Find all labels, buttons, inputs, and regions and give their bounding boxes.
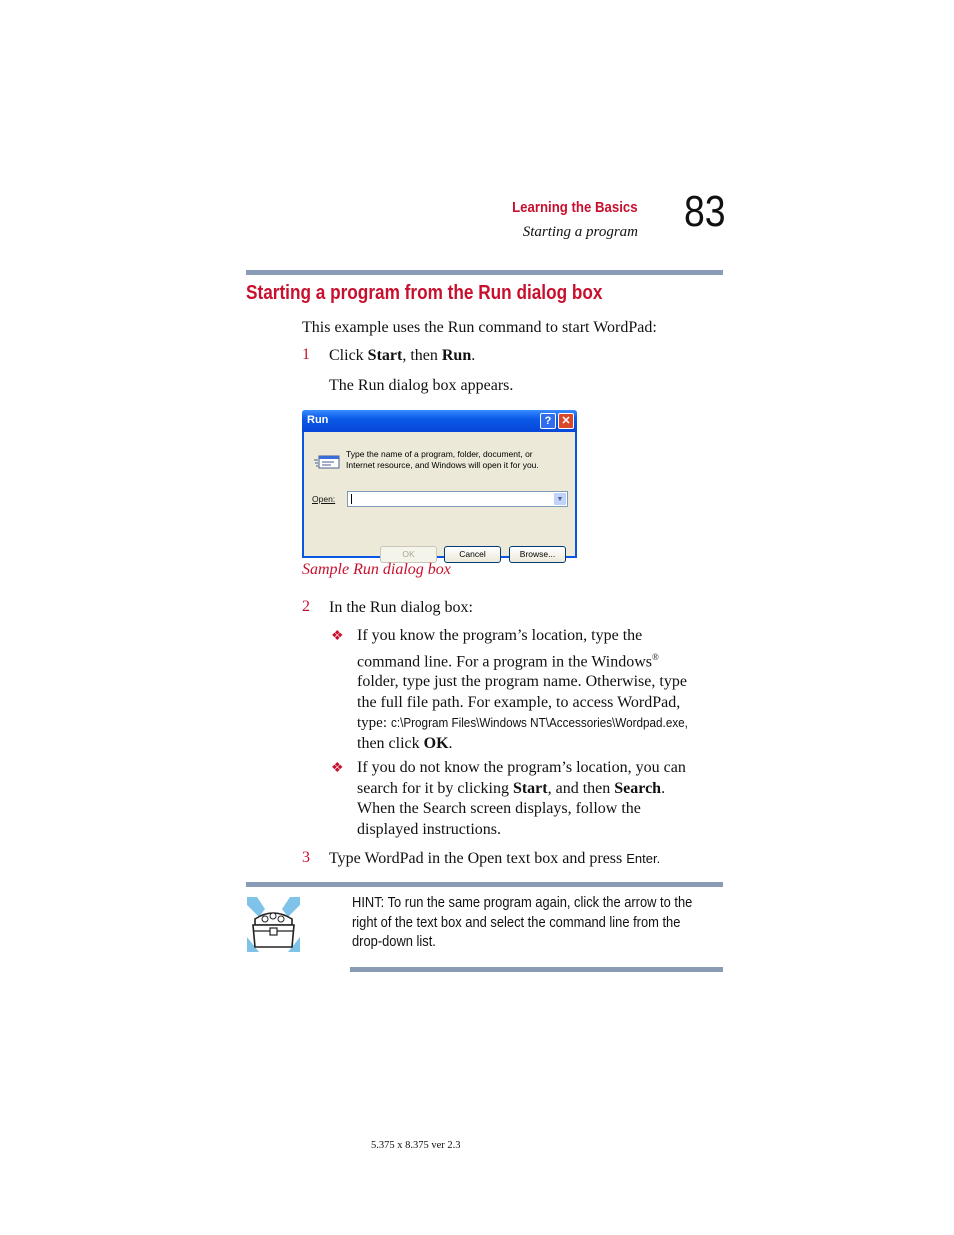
bullet-2-icon: ❖ (331, 761, 344, 776)
intro-paragraph: This example uses the Run command to start WordPad: (302, 319, 657, 336)
dialog-description-line-1: Type the name of a program, folder, document, or (346, 449, 533, 459)
cancel-button[interactable]: Cancel (444, 546, 501, 563)
step-1-pre: Click (329, 347, 368, 364)
registered-mark: ® (652, 651, 659, 662)
dialog-title-bar (302, 410, 577, 432)
bullet-2-line-4: displayed instructions. (357, 820, 501, 838)
running-header-section: Learning the Basics (512, 199, 638, 216)
open-label: Open: (312, 494, 336, 504)
dialog-title: Run (307, 414, 329, 426)
treasure-chest-icon (247, 897, 300, 952)
bullet-1-icon: ❖ (331, 629, 344, 644)
bullet-1-line-6-pre: then click (357, 734, 424, 752)
browse-button[interactable]: Browse... (509, 546, 566, 563)
enter-key-label: Enter. (626, 851, 661, 866)
bullet-2-line-1: If you do not know the program’s location, you can (357, 759, 686, 776)
bullet-2-start: Start (512, 779, 548, 797)
section-heading: Starting a program from the Run dialog box (246, 282, 603, 304)
step-2-number: 2 (302, 598, 310, 615)
bullet-1-line-2 (357, 647, 722, 673)
step-3-number: 3 (302, 849, 310, 866)
figure-caption: Sample Run dialog box (302, 561, 451, 578)
running-header-subsection: Starting a program (522, 224, 638, 240)
step-3-text (329, 849, 660, 870)
bullet-1-line-1: If you know the program’s location, type the (357, 627, 643, 644)
close-button[interactable]: ✕ (558, 413, 574, 429)
run-dialog-screenshot (302, 410, 577, 558)
step-1-mid: , then (402, 347, 442, 364)
bullet-2-line-2-mid: , and then (547, 779, 615, 797)
chevron-down-icon[interactable]: ▼ (554, 493, 566, 505)
bullet-2-line-2-end: . (661, 779, 666, 797)
bullet-2-line-2 (357, 779, 722, 800)
dialog-description-line-2: Internet resource, and Windows will open it for you. (346, 459, 539, 470)
page-number: 83 (684, 187, 726, 236)
dialog-body (304, 432, 575, 559)
bullet-2-line-2-pre: search for it by clicking (357, 779, 513, 797)
bullet-1-line-2-text: command line. For a program in the Windows (357, 652, 653, 670)
step-3-body: Type WordPad in the Open text box and press (329, 850, 627, 867)
step-1-result: The Run dialog box appears. (329, 377, 514, 394)
hint-line-3: drop-down list. (352, 933, 436, 950)
bullet-1-line-3: folder, type just the program name. Otherwise, type (357, 673, 687, 691)
bullet-1-type-label: type: (357, 715, 391, 732)
hint-text (352, 893, 724, 952)
step-1-number: 1 (302, 346, 310, 363)
bullet-1-line-4: the full file path. For example, to access WordPad, (357, 693, 681, 711)
hint-line-1: HINT: To run the same program again, click the arrow to the (352, 894, 693, 911)
ok-button[interactable]: OK (380, 546, 437, 563)
wordpad-path: c:\Program Files\Windows NT\Accessories\Wordpad.exe, (390, 715, 688, 731)
dialog-description (346, 449, 566, 470)
step-1-end: . (471, 347, 476, 364)
help-button[interactable]: ? (540, 413, 556, 429)
hint-top-rule (246, 882, 723, 887)
step-1-start: Start (367, 347, 403, 364)
step-2-text: In the Run dialog box: (329, 599, 473, 616)
hint-bottom-rule (350, 967, 723, 972)
run-program-icon (314, 452, 340, 472)
open-combobox[interactable] (347, 491, 568, 507)
top-rule (246, 270, 723, 275)
step-1-run: Run (441, 347, 472, 364)
bullet-1-line-5 (357, 713, 722, 734)
footer-version: 5.375 x 8.375 ver 2.3 (371, 1140, 461, 1151)
bullet-1-line-6-end: . (448, 734, 453, 752)
bullet-1-text (357, 626, 722, 754)
bullet-2-text (357, 758, 722, 840)
bullet-2-search: Search (614, 779, 662, 797)
text-caret (351, 494, 352, 504)
bullet-1-line-6 (357, 734, 722, 755)
step-1-text (329, 346, 475, 367)
hint-line-2: right of the text box and select the command line from the (352, 913, 681, 931)
bullet-2-line-3: When the Search screen displays, follow the (357, 800, 641, 817)
bullet-1-ok: OK (423, 734, 449, 752)
